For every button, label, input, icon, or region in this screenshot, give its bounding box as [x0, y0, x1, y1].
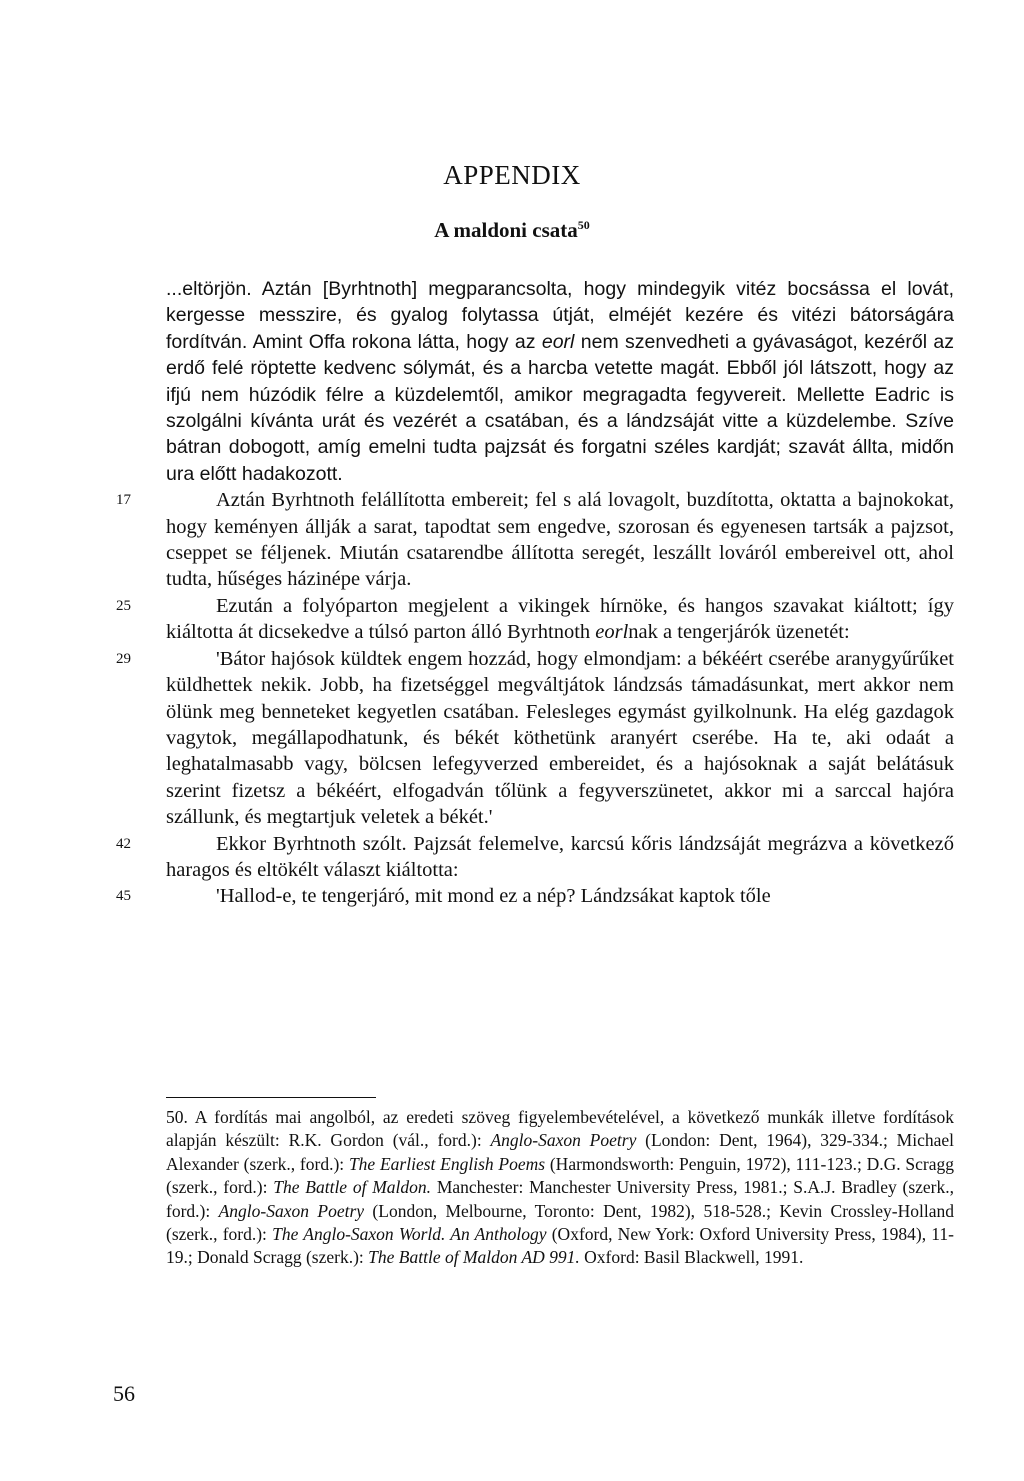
footnote-title: The Battle of Maldon.: [273, 1177, 432, 1198]
line-number: 25: [116, 597, 131, 614]
paragraph-3-text-after: nak a tengerjárók üzenetét:: [628, 621, 850, 644]
footnote-text: (Harmondsworth: Penguin, 1972), 111-123.; D.G. Scragg (szerk., ford.):: [166, 1153, 954, 1198]
paragraph-6: [116, 883, 954, 909]
paragraph-6-text: 'Hallod-e, te tengerjáró, mit mond ez a nép? Lándzsákat kaptok tőle: [216, 885, 771, 908]
paragraph-1-italic: eorl: [541, 330, 575, 353]
footnote-marker: 50: [577, 218, 590, 232]
footnote-title: The Anglo-Saxon World. An Anthology: [272, 1224, 547, 1245]
footnote-title: Anglo-Saxon Poetry: [490, 1130, 637, 1151]
line-number: 45: [116, 888, 131, 905]
paragraph-2: [116, 487, 954, 593]
paragraph-4: [116, 646, 954, 831]
paragraph-3-italic: eorl: [595, 621, 629, 644]
chapter-title: [0, 218, 1024, 243]
paragraph-4-text: 'Bátor hajósok küldtek engem hozzád, hogy elmondjam: a békéért cserébe aranygyűrűket küldhettek nekik. Jobb, ha fizetséggel megváltjátok lándzsás támadásunkat, mert akkor nem ölünk meg benneteket kegyetlen csatában. Felesleges egymást gyilkolnunk. Ha elég gazdagok vagytok, megállapodhatunk, és békét köthetünk aranyért cserébe. Ha te, aki odaát a leghatalmasabb vagy, bölcsen lefegyverzed embereidet, és a hajósoknak a saját belátásuk szerint fizetsz a békéért, elfogadván tőlünk a fegyverszünetet, akkor mi a sarccal hajóra szállunk, és megtartjuk veletek a békét.': [166, 647, 954, 829]
paragraph-2-text: Aztán Byrhtnoth felállította embereit; fel s alá lovagolt, buzdította, oktatta a bajnokokat, hogy keményen állják a sarat, tapodtat sem engedve, szorosan és egyenesen tartsák a pajzsot, cseppet se féljenek. Miután csatarendbe állította seregét, leszállt lováról embereivel ott, ahol tudta, hűséges házinépe várja.: [166, 489, 954, 591]
footnote-text: (London, Melbourne, Toronto: Dent, 1982), 518-528.; Kevin Crossley-Holland (szerk., ford.):: [166, 1200, 954, 1245]
paragraph-3-text: Ezután a folyóparton megjelent a vikingek hírnöke, és hangos szavakat kiáltott; így kiáltotta át dicsekedve a túlsó parton álló Byrhtnoth: [166, 594, 954, 644]
footnote-text: (Oxford, New York: Oxford University Press, 1984), 11-19.; Donald Scragg (szerk.):: [166, 1224, 954, 1268]
paragraph-1-text: ...eltörjön. Aztán [Byrhtnoth] megparancsolta, hogy mindegyik vitéz bocsássa el lovát, kergesse messzire, és gyalog folytassa útját, elméjét kezére és vitézi bátorságára fordítván. Amint Offa rokona látta, hogy az: [166, 278, 954, 353]
footnote-text: Manchester: Manchester University Press, 1981.; S.A.J. Bradley (szerk., ford.):: [166, 1177, 954, 1221]
footnote: [166, 1106, 954, 1270]
footnote-title: The Earliest English Poems: [348, 1153, 546, 1174]
line-number: 29: [116, 650, 131, 667]
paragraph-1-text-after: nem szenvedheti a gyávaságot, kezéről az erdő felé röptette kedvenc sólymát, és a harcba vetette magát. Ebből jól látszott, hogy az ifjú nem húzódik félre a küzdelemtől, amikor megragadta fegyvereit. Mellette Eadric is szolgálni kívánta urát és vezérét a csatában, és a lándzsáját vitte a küzdelembe. Szíve bátran dobogott, amíg emelni tudta pajzsát és forgatni széles kardját; szavát állta, midőn ura előtt hadakozott.: [166, 330, 955, 485]
appendix-heading: APPENDIX: [443, 160, 581, 190]
line-number: 17: [116, 492, 131, 509]
paragraph-3: [116, 593, 954, 646]
footnote-text: 50. A fordítás mai angolból, az eredeti szöveg figyelembevételével, a következő munkák illetve fordítások alapján készült: R.K. Gordon (vál., ford.):: [166, 1107, 954, 1151]
footnote-text: Oxford: Basil Blackwell, 1991.: [579, 1247, 804, 1268]
paragraph-5-text: Ekkor Byrhtnoth szólt. Pajzsát felemelve, karcsú kőris lándzsáját megrázva a következő haragos és eltökélt választ kiáltotta:: [166, 832, 954, 881]
body-text: [116, 276, 955, 910]
footnote-title: The Battle of Maldon AD 991.: [368, 1247, 580, 1268]
paragraph-5: [116, 831, 954, 884]
line-number: 42: [116, 835, 131, 852]
footnote-divider: [166, 1097, 376, 1098]
footnote-text: (London: Dent, 1964), 329-334.; Michael Alexander (szerk., ford.):: [166, 1130, 954, 1174]
chapter-title-text: A maldoni csata: [434, 218, 578, 242]
page-number: 56: [113, 1381, 135, 1406]
footnote-title: Anglo-Saxon Poetry: [218, 1200, 365, 1221]
paragraph-1: [166, 276, 954, 487]
